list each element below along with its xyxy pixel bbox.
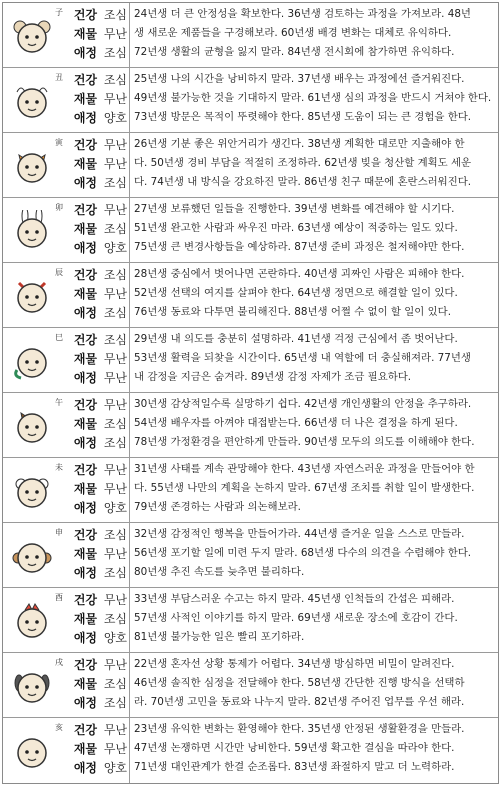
ox-icon	[11, 80, 53, 122]
fortune-stats	[66, 331, 128, 388]
zodiac-row	[3, 263, 498, 328]
fortune-value: 무난	[103, 203, 127, 217]
fortune-value: 양호	[103, 761, 127, 775]
fortune-line: 46년생 솔직한 심정을 전달해야 한다. 58년생 간단한 진행 방식을 선택하	[134, 677, 465, 689]
fortune-line: 57년생 사적인 이야기를 하지 말라. 69년생 새로운 장소에 호감이 간다.	[134, 612, 458, 624]
fortune-value: 조심	[103, 8, 127, 22]
zodiac-char: 戌	[55, 658, 63, 667]
fortune-value: 무난	[103, 92, 127, 106]
fortune-stats	[66, 396, 128, 453]
fortune-category: 건강	[73, 398, 97, 412]
fortune-value: 무난	[103, 157, 127, 171]
fortune-line: 30년생 감상적일수록 실망하기 쉽다. 42년생 개인생활의 안정을 추구하라.	[134, 398, 472, 410]
fortune-stat	[66, 415, 128, 434]
zodiac-row	[3, 328, 498, 393]
fortune-text	[134, 590, 496, 647]
fortune-line: 29년생 내 의도를 충분히 설명하라. 41년생 걱정 근심에서 좀 벗어난다.	[134, 333, 458, 345]
fortune-text	[134, 70, 496, 127]
fortune-line: 28년생 중심에서 벗어나면 곤란하다. 40년생 괴짜인 사람은 피해야 한다.	[134, 268, 465, 280]
fortune-stat	[66, 656, 128, 675]
fortune-stat	[66, 564, 128, 583]
fortune-stat	[66, 90, 128, 109]
fortune-category: 재물	[73, 92, 97, 106]
fortune-category: 애정	[73, 761, 97, 775]
fortune-text	[134, 135, 496, 192]
fortune-stat	[66, 6, 128, 25]
fortune-category: 건강	[73, 528, 97, 542]
snake-icon	[11, 340, 53, 382]
fortune-stat	[66, 461, 128, 480]
zodiac-row	[3, 458, 498, 523]
rat-icon	[11, 15, 53, 57]
fortune-stats	[66, 71, 128, 128]
fortune-category: 애정	[73, 631, 97, 645]
fortune-value: 조심	[103, 528, 127, 542]
fortune-line: 25년생 나의 시간을 낭비하지 말라. 37년생 배우는 과정에선 즐거워진다.	[134, 73, 465, 85]
fortune-line: 72년생 생활의 균형을 잃지 말라. 84년생 전시회에 참가하면 유익하다.	[134, 46, 455, 58]
zodiac-char: 丑	[55, 73, 63, 82]
zodiac-char: 申	[55, 528, 63, 537]
fortune-stat	[66, 201, 128, 220]
fortune-category: 건강	[73, 333, 97, 347]
fortune-line: 81년생 불가능한 일은 빨리 포기하라.	[134, 631, 305, 643]
fortune-category: 재물	[73, 612, 97, 626]
fortune-stat	[66, 675, 128, 694]
zodiac-info-cell	[3, 133, 130, 197]
zodiac-row	[3, 718, 498, 783]
fortune-value: 조심	[103, 222, 127, 236]
fortune-line: 내 감정을 지금은 숨겨라. 89년생 감정 자제가 조금 필요하다.	[134, 371, 412, 383]
fortune-stat	[66, 350, 128, 369]
fortune-stat	[66, 239, 128, 258]
zodiac-info-cell	[3, 458, 130, 522]
fortune-stat	[66, 545, 128, 564]
fortune-value: 양호	[103, 111, 127, 125]
zodiac-info-cell	[3, 328, 130, 392]
fortune-category: 애정	[73, 436, 97, 450]
fortune-line: 33년생 부담스러운 수고는 하지 말라. 45년생 인척들의 간섭은 피해라.	[134, 593, 455, 605]
fortune-category: 애정	[73, 111, 97, 125]
fortune-text	[134, 330, 496, 387]
fortune-stat	[66, 220, 128, 239]
fortune-text	[134, 5, 496, 62]
zodiac-info-cell	[3, 198, 130, 262]
pig-icon	[11, 730, 53, 772]
fortune-line: 생 새로운 제품들을 구경해보라. 60년생 배경 변화는 대체로 유익하다.	[134, 27, 452, 39]
fortune-value: 무난	[103, 658, 127, 672]
fortune-value: 조심	[103, 566, 127, 580]
fortune-stat	[66, 71, 128, 90]
fortune-stat	[66, 526, 128, 545]
fortune-line: 47년생 논쟁하면 시간만 낭비한다. 59년생 확고한 결심을 따라야 한다.	[134, 742, 455, 754]
zodiac-info-cell	[3, 653, 130, 717]
fortune-line: 23년생 유익한 변화는 환영해야 한다. 35년생 안정된 생활환경을 만들라.	[134, 723, 465, 735]
zodiac-row	[3, 523, 498, 588]
fortune-value: 조심	[103, 612, 127, 626]
fortune-value: 무난	[103, 463, 127, 477]
fortune-stat	[66, 740, 128, 759]
zodiac-row	[3, 588, 498, 653]
fortune-line: 53년생 활력을 되찾을 시간이다. 65년생 내 역할에 더 충실해져라. 77년생	[134, 352, 471, 364]
fortune-line: 22년생 혼자선 상황 통제가 어렵다. 34년생 방심하면 비밀이 알려진다.	[134, 658, 455, 670]
fortune-value: 조심	[103, 417, 127, 431]
zodiac-fortune-table	[2, 2, 499, 784]
fortune-line: 75년생 큰 변경사항들을 예상하라. 87년생 준비 과정은 철저해야만 한다.	[134, 241, 465, 253]
zodiac-char: 未	[55, 463, 63, 472]
fortune-stat	[66, 285, 128, 304]
fortune-category: 건강	[73, 138, 97, 152]
zodiac-row	[3, 198, 498, 263]
zodiac-row	[3, 653, 498, 718]
fortune-category: 애정	[73, 371, 97, 385]
fortune-line: 56년생 포기할 일에 미련 두지 말라. 68년생 다수의 의견을 수렴해야 한다.	[134, 547, 472, 559]
fortune-text	[134, 655, 496, 712]
fortune-value: 양호	[103, 501, 127, 515]
fortune-line: 76년생 동료와 다투면 불리해진다. 88년생 어쩔 수 없이 할 일이 있다.	[134, 306, 452, 318]
fortune-category: 애정	[73, 306, 97, 320]
zodiac-char: 寅	[55, 138, 63, 147]
fortune-value: 무난	[103, 371, 127, 385]
fortune-value: 조심	[103, 306, 127, 320]
fortune-value: 무난	[103, 547, 127, 561]
zodiac-info-cell	[3, 523, 130, 587]
fortune-category: 건강	[73, 8, 97, 22]
fortune-stats	[66, 201, 128, 258]
fortune-line: 79년생 존경하는 사람과 의논해보라.	[134, 501, 301, 513]
fortune-category: 재물	[73, 157, 97, 171]
zodiac-info-cell	[3, 68, 130, 132]
fortune-stat	[66, 480, 128, 499]
fortune-stat	[66, 759, 128, 778]
fortune-category: 건강	[73, 463, 97, 477]
fortune-category: 건강	[73, 658, 97, 672]
fortune-value: 무난	[103, 27, 127, 41]
fortune-value: 양호	[103, 631, 127, 645]
horse-icon	[11, 405, 53, 447]
fortune-line: 31년생 사태를 계속 관망해야 한다. 43년생 자연스러운 과정을 만들어야 한	[134, 463, 475, 475]
fortune-stat	[66, 109, 128, 128]
fortune-line: 80년생 추진 속도를 늦추면 불리하다.	[134, 566, 305, 578]
fortune-line: 73년생 방문은 목적이 뚜렷해야 한다. 85년생 도움이 되는 큰 경험을 한다.	[134, 111, 472, 123]
fortune-value: 무난	[103, 287, 127, 301]
fortune-value: 무난	[103, 138, 127, 152]
dragon-icon	[11, 275, 53, 317]
zodiac-char: 巳	[55, 333, 63, 342]
fortune-category: 재물	[73, 352, 97, 366]
zodiac-row	[3, 133, 498, 198]
fortune-category: 건강	[73, 73, 97, 87]
fortune-value: 무난	[103, 398, 127, 412]
zodiac-char: 酉	[55, 593, 63, 602]
fortune-value: 조심	[103, 268, 127, 282]
fortune-stats	[66, 136, 128, 193]
fortune-category: 애정	[73, 241, 97, 255]
fortune-value: 조심	[103, 73, 127, 87]
fortune-stats	[66, 6, 128, 63]
fortune-stats	[66, 656, 128, 713]
fortune-line: 78년생 가정환경을 편안하게 만들라. 90년생 모두의 의도를 이해해야 한다.	[134, 436, 475, 448]
fortune-text	[134, 200, 496, 257]
fortune-line: 24년생 더 큰 안정성을 확보한다. 36년생 검토하는 과정을 가져보라. 48년	[134, 8, 471, 20]
fortune-line: 51년생 완고한 사람과 싸우진 마라. 63년생 예상이 적중하는 일도 있다.	[134, 222, 458, 234]
fortune-stat	[66, 136, 128, 155]
fortune-stat	[66, 304, 128, 323]
fortune-category: 애정	[73, 176, 97, 190]
fortune-line: 다. 55년생 나만의 계획을 논하지 말라. 67년생 조치를 취할 일이 발생한다.	[134, 482, 475, 494]
fortune-stat	[66, 499, 128, 518]
fortune-stat	[66, 44, 128, 63]
fortune-category: 재물	[73, 547, 97, 561]
fortune-category: 재물	[73, 27, 97, 41]
fortune-category: 애정	[73, 501, 97, 515]
fortune-category: 재물	[73, 677, 97, 691]
fortune-stat	[66, 610, 128, 629]
zodiac-info-cell	[3, 3, 130, 67]
fortune-value: 무난	[103, 352, 127, 366]
fortune-line: 49년생 불가능한 것을 기대하지 말라. 61년생 심의 과정을 반드시 거쳐야 한다.	[134, 92, 492, 104]
fortune-text	[134, 460, 496, 517]
fortune-stat	[66, 155, 128, 174]
fortune-line: 라. 70년생 고민을 동료와 나누지 말라. 82년생 주어진 업무를 우선 해라.	[134, 696, 465, 708]
fortune-line: 다. 74년생 내 방식을 강요하진 말라. 86년생 친구 때문에 혼란스러워진다.	[134, 176, 472, 188]
fortune-value: 조심	[103, 436, 127, 450]
fortune-value: 양호	[103, 241, 127, 255]
fortune-category: 재물	[73, 742, 97, 756]
fortune-stat	[66, 25, 128, 44]
tiger-icon	[11, 145, 53, 187]
fortune-value: 무난	[103, 723, 127, 737]
fortune-stat	[66, 369, 128, 388]
fortune-line: 71년생 대인관계가 한결 순조롭다. 83년생 좌절하지 말고 더 노력하라.	[134, 761, 455, 773]
zodiac-char: 卯	[55, 203, 63, 212]
fortune-value: 조심	[103, 176, 127, 190]
fortune-line: 52년생 선택의 여지를 살펴야 한다. 64년생 정면으로 해결할 일이 있다.	[134, 287, 458, 299]
sheep-icon	[11, 470, 53, 512]
fortune-line: 다. 50년생 경비 부담을 적절히 조정하라. 62년생 빚을 청산할 계획도 세운	[134, 157, 472, 169]
fortune-stat	[66, 266, 128, 285]
fortune-category: 재물	[73, 222, 97, 236]
fortune-category: 건강	[73, 593, 97, 607]
zodiac-row	[3, 68, 498, 133]
fortune-value: 조심	[103, 677, 127, 691]
zodiac-info-cell	[3, 718, 130, 783]
fortune-line: 32년생 감정적인 행복을 만들어가라. 44년생 즐거운 일을 스스로 만들라.	[134, 528, 465, 540]
zodiac-char: 子	[55, 8, 63, 17]
fortune-category: 재물	[73, 417, 97, 431]
zodiac-char: 午	[55, 398, 63, 407]
zodiac-char: 亥	[55, 723, 63, 732]
fortune-text	[134, 525, 496, 582]
fortune-stat	[66, 591, 128, 610]
fortune-category: 애정	[73, 696, 97, 710]
fortune-stat	[66, 694, 128, 713]
fortune-value: 무난	[103, 482, 127, 496]
fortune-stats	[66, 721, 128, 778]
fortune-stat	[66, 629, 128, 648]
fortune-stat	[66, 174, 128, 193]
fortune-category: 애정	[73, 566, 97, 580]
fortune-stat	[66, 396, 128, 415]
fortune-text	[134, 720, 496, 777]
monkey-icon	[11, 535, 53, 577]
fortune-stats	[66, 266, 128, 323]
zodiac-info-cell	[3, 263, 130, 327]
dog-icon	[11, 665, 53, 707]
fortune-category: 건강	[73, 203, 97, 217]
fortune-text	[134, 395, 496, 452]
zodiac-row	[3, 393, 498, 458]
fortune-stats	[66, 461, 128, 518]
fortune-category: 애정	[73, 46, 97, 60]
rabbit-icon	[11, 210, 53, 252]
fortune-stat	[66, 434, 128, 453]
rooster-icon	[11, 600, 53, 642]
fortune-value: 조심	[103, 696, 127, 710]
fortune-stats	[66, 526, 128, 583]
fortune-category: 건강	[73, 268, 97, 282]
fortune-stats	[66, 591, 128, 648]
fortune-text	[134, 265, 496, 322]
fortune-stat	[66, 721, 128, 740]
fortune-stat	[66, 331, 128, 350]
fortune-line: 27년생 보류했던 일들을 진행한다. 39년생 변화를 예견해야 할 시기다.	[134, 203, 455, 215]
fortune-value: 조심	[103, 333, 127, 347]
fortune-value: 조심	[103, 46, 127, 60]
zodiac-info-cell	[3, 393, 130, 457]
zodiac-char: 辰	[55, 268, 63, 277]
fortune-category: 재물	[73, 287, 97, 301]
fortune-line: 26년생 기분 좋은 위안거리가 생긴다. 38년생 계획한 대로만 지출해야 한	[134, 138, 465, 150]
fortune-value: 무난	[103, 742, 127, 756]
fortune-category: 재물	[73, 482, 97, 496]
zodiac-row	[3, 3, 498, 68]
fortune-value: 무난	[103, 593, 127, 607]
fortune-line: 54년생 배우자를 아껴야 대접받는다. 66년생 더 나은 결정을 하게 된다.	[134, 417, 458, 429]
fortune-category: 건강	[73, 723, 97, 737]
zodiac-info-cell	[3, 588, 130, 652]
